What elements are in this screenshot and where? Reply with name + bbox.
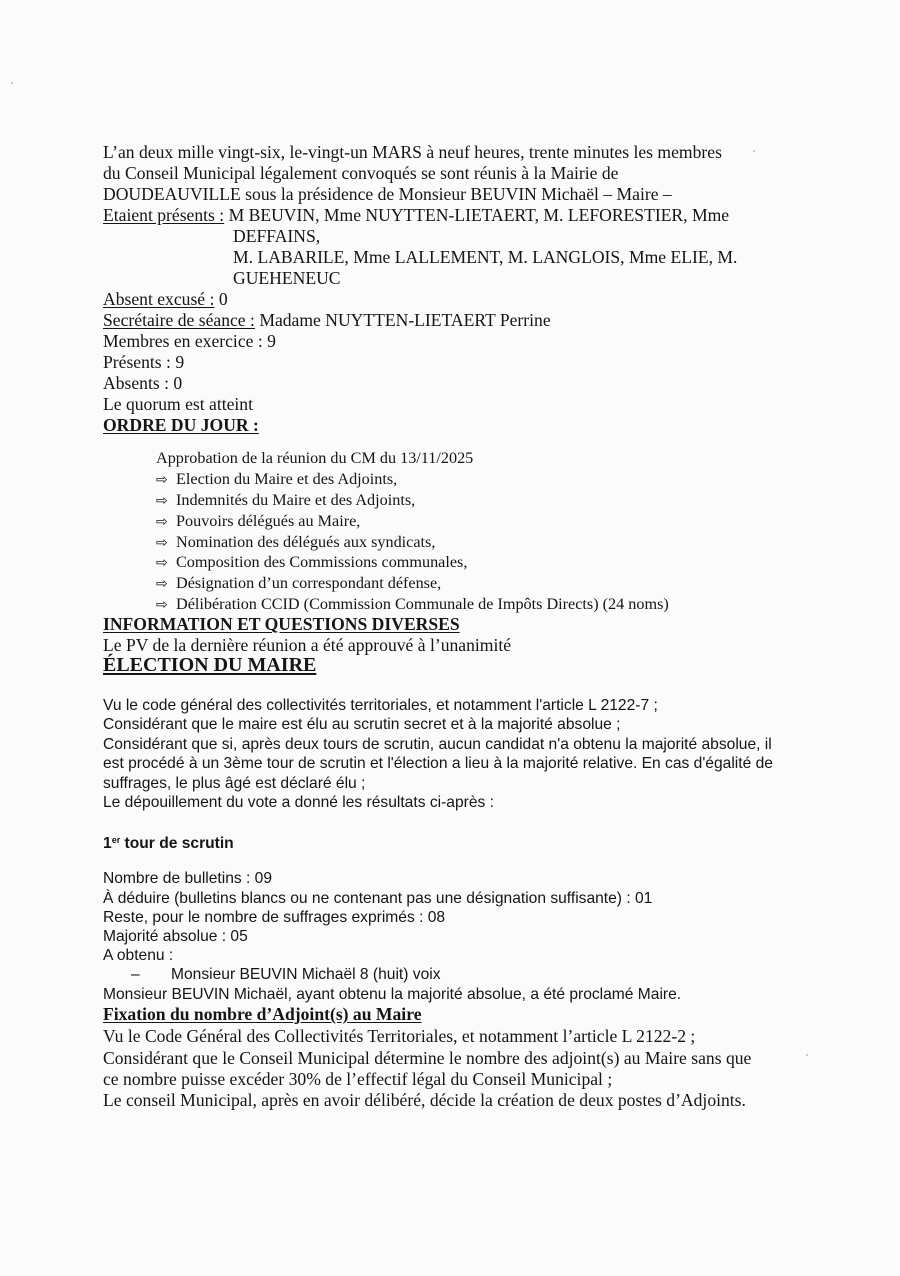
presence-line-1: M BEUVIN, Mme NUYTTEN-LIETAERT, M. LEFORESTIER, Mme (228, 205, 730, 225)
secretaire-label: Secrétaire de séance : (103, 310, 255, 330)
candidate-result: Monsieur BEUVIN Michaël 8 (huit) voix (171, 966, 441, 983)
result-line: Nombre de bulletins : 09 (103, 870, 273, 887)
election-title: ÉLECTION DU MAIRE (103, 654, 317, 676)
arrow-right-icon: ⇨ (156, 535, 168, 551)
proclamation: Monsieur BEUVIN Michaël, ayant obtenu la majorité absolue, a été proclamé Maire. (103, 986, 682, 1003)
result-line: Majorité absolue : 05 (103, 928, 248, 945)
info-title: INFORMATION ET QUESTIONS DIVERSES (103, 614, 460, 634)
result-line: À déduire (bulletins blancs ou ne contenant pas une désignation suffisante) : 01 (103, 890, 653, 907)
agenda-item: ⇨ Nomination des délégués aux syndicats, (156, 532, 435, 554)
arrow-right-icon: ⇨ (156, 576, 168, 592)
result-line: A obtenu : (103, 947, 174, 964)
intro-line-1: L’an deux mille vingt-six, le-vingt-un MARS à neuf heures, trente minutes les membres (103, 142, 722, 162)
intro-line-2: du Conseil Municipal légalement convoqués se sont réunis à la Mairie de (103, 163, 619, 183)
scan-speck (806, 1054, 808, 1056)
arrow-right-icon: ⇨ (156, 493, 168, 509)
stat-membres: Membres en exercice : 9 (103, 331, 276, 351)
absent-value: 0 (218, 289, 228, 309)
secretaire-value: Madame NUYTTEN-LIETAERT Perrine (259, 310, 551, 330)
stat-absents: Absents : 0 (103, 373, 183, 393)
round-heading (103, 831, 234, 854)
absent-label: Absent excusé : (103, 289, 215, 309)
presence-line-3: M. LABARILE, Mme LALLEMENT, M. LANGLOIS, Mme ELIE, M. (233, 247, 738, 267)
election-line: est procédé à un 3ème tour de scrutin et l'élection a lieu à la majorité relative. En cas d'égalité de (103, 755, 773, 772)
adjoints-title: Fixation du nombre d’Adjoint(s) au Maire (103, 1004, 422, 1024)
agenda-item: ⇨ Election du Maire et des Adjoints, (156, 469, 397, 491)
election-line: Le dépouillement du vote a donné les résultats ci-après : (103, 794, 494, 811)
presence-row (103, 205, 729, 226)
election-line: Considérant que si, après deux tours de scrutin, aucun candidat n'a obtenu la majorité absolue, il (103, 736, 772, 753)
agenda-first-item: Approbation de la réunion du CM du 13/11/2025 (156, 449, 474, 467)
arrow-right-icon: ⇨ (156, 555, 168, 571)
dash-bullet: – (131, 966, 140, 983)
info-text: Le PV de la dernière réunion a été approuvé à l’unanimité (103, 635, 512, 655)
adjoints-line: Le conseil Municipal, après en avoir délibéré, décide la création de deux postes d’Adjoints. (103, 1090, 746, 1110)
arrow-right-icon: ⇨ (156, 597, 168, 613)
result-line: Reste, pour le nombre de suffrages exprimés : 08 (103, 909, 446, 926)
election-line: suffrages, le plus âgé est déclaré élu ; (103, 775, 366, 792)
arrow-right-icon: ⇨ (156, 514, 168, 530)
stat-quorum: Le quorum est atteint (103, 394, 253, 414)
agenda-item: ⇨ Indemnités du Maire et des Adjoints, (156, 490, 415, 512)
agenda-item: ⇨ Délibération CCID (Commission Communale de Impôts Directs) (24 noms) (156, 594, 669, 616)
stat-presents: Présents : 9 (103, 352, 185, 372)
agenda-item: ⇨ Pouvoirs délégués au Maire, (156, 511, 360, 533)
absent-row (103, 289, 228, 310)
agenda-item: ⇨ Désignation d’un correspondant défense, (156, 573, 441, 595)
presence-line-2: DEFFAINS, (233, 226, 321, 246)
round-sup: er (111, 835, 121, 845)
agenda-item: ⇨ Composition des Commissions communales, (156, 552, 467, 574)
election-line: Considérant que le maire est élu au scrutin secret et à la majorité absolue ; (103, 716, 621, 733)
adjoints-line: ce nombre puisse excéder 30% de l’effectif légal du Conseil Municipal ; (103, 1069, 613, 1089)
intro-line-3: DOUDEAUVILLE sous la présidence de Monsieur BEUVIN Michaël – Maire – (103, 184, 672, 204)
scan-speck (753, 150, 755, 152)
agenda-title: ORDRE DU JOUR : (103, 415, 259, 435)
election-line: Vu le code général des collectivités territoriales, et notamment l'article L 2122-7 ; (103, 697, 658, 714)
arrow-right-icon: ⇨ (156, 472, 168, 488)
candidate-row (103, 965, 441, 985)
round-number: 1 (103, 835, 112, 852)
adjoints-line: Vu le Code Général des Collectivités Territoriales, et notamment l’article L 2122-2 ; (103, 1026, 696, 1046)
presence-line-4: GUEHENEUC (233, 268, 341, 288)
round-title: tour de scrutin (124, 835, 234, 852)
scan-speck (11, 82, 13, 84)
presence-label: Etaient présents : (103, 205, 225, 225)
adjoints-line: Considérant que le Conseil Municipal détermine le nombre des adjoint(s) au Maire sans que (103, 1048, 752, 1068)
secretaire-row (103, 310, 551, 331)
